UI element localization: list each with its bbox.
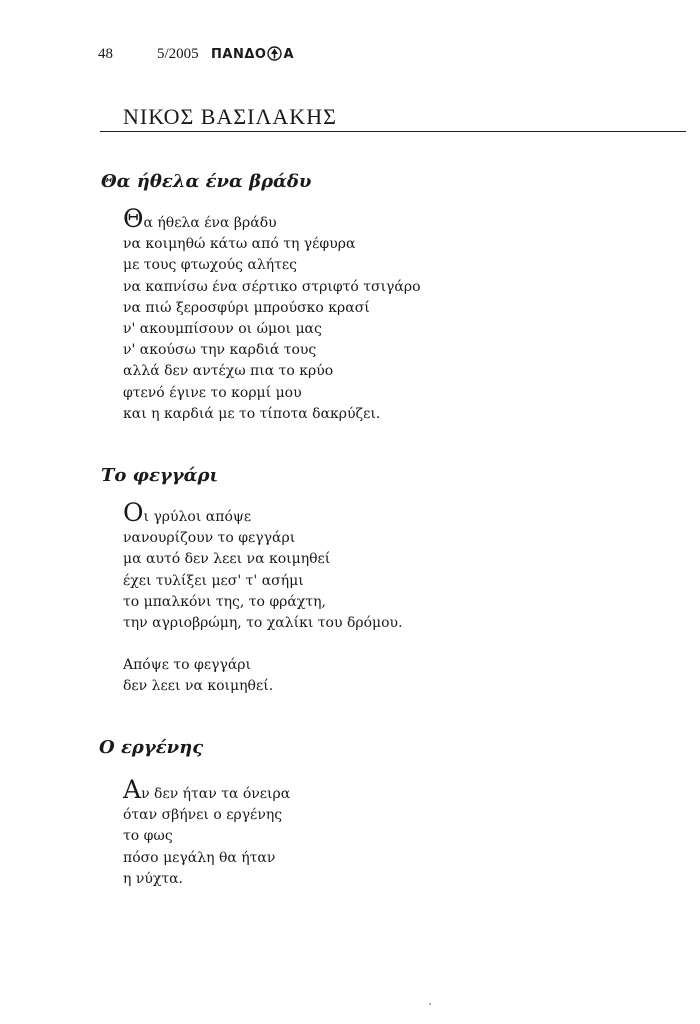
poem-title: Το φεγγάρι: [101, 465, 219, 486]
header-divider: [100, 131, 686, 132]
poem-line: να κοιμηθώ κάτω από τη γέφυρα: [123, 236, 356, 253]
poem-title: Θα ήθελα ένα βράδυ: [101, 171, 312, 192]
magazine-logo: [211, 47, 294, 62]
scan-speck: [429, 1003, 431, 1005]
poem-line: Αν δεν ήταν τα όνειρα: [123, 775, 291, 804]
poem-line: πόσο μεγάλη θα ήταν: [123, 849, 276, 866]
poem-line: την αγριοβρώμη, το χαλίκι του δρόμου.: [123, 615, 403, 632]
drop-cap: Α: [123, 775, 142, 804]
poem-line: ν' ακούσω την καρδιά τους: [123, 342, 317, 359]
magazine-name-prefix: ΠΑΝΔΟ: [211, 47, 267, 62]
poem-stanza: [123, 498, 403, 634]
page-number: 48: [98, 46, 113, 62]
poem-line: το μπαλκόνι της, το φράχτη,: [123, 593, 326, 610]
poem-title: Ο εργένης: [99, 737, 204, 758]
poem-line: και η καρδιά με το τίποτα δακρύζει.: [123, 405, 381, 422]
poem-line: έχει τυλίξει μεσ' τ' ασήμι: [123, 572, 304, 589]
poem-line: με τους φτωχούς αλήτες: [123, 257, 298, 274]
poem-line: το φως: [123, 828, 173, 845]
poem-stanza: [123, 775, 291, 890]
drop-cap: Ο: [123, 498, 144, 527]
poem-line: Απόψε το φεγγάρι: [123, 657, 252, 673]
poem-line: η νύχτα.: [123, 870, 183, 887]
magazine-name-suffix: Α: [283, 47, 294, 62]
poem-line: ν' ακουμπίσουν οι ώμοι μας: [123, 321, 322, 338]
poem-line: Οι γρύλοι απόψε: [123, 498, 252, 527]
poem-line: μα αυτό δεν λεει να κοιμηθεί: [123, 551, 331, 568]
poem-line: όταν σβήνει ο εργένης: [123, 807, 283, 824]
issue-date: 5/2005: [157, 46, 199, 62]
poem-line: νανουρίζουν το φεγγάρι: [123, 530, 296, 547]
poem-line: να πιώ ξεροσφύρι μπρούσκο κρασί: [123, 299, 370, 316]
poem-line: αλλά δεν αντέχω πια το κρύο: [123, 363, 334, 380]
poem-stanza: [123, 204, 421, 425]
poem-line: να καπνίσω ένα σέρτικο στριφτό τσιγάρο: [123, 278, 421, 295]
drop-cap: Θ: [123, 204, 144, 233]
poem-stanza: [123, 655, 273, 697]
tree-emblem-icon: [267, 46, 282, 61]
poem-line: φτενό έγινε το κορμί μου: [123, 384, 302, 401]
poem-line: δεν λεει να κοιμηθεί.: [123, 678, 274, 695]
author-name: ΝΙΚΟΣ ΒΑΣΙΛΑΚΗΣ: [123, 104, 337, 129]
poem-line: Θα ήθελα ένα βράδυ: [123, 204, 277, 233]
